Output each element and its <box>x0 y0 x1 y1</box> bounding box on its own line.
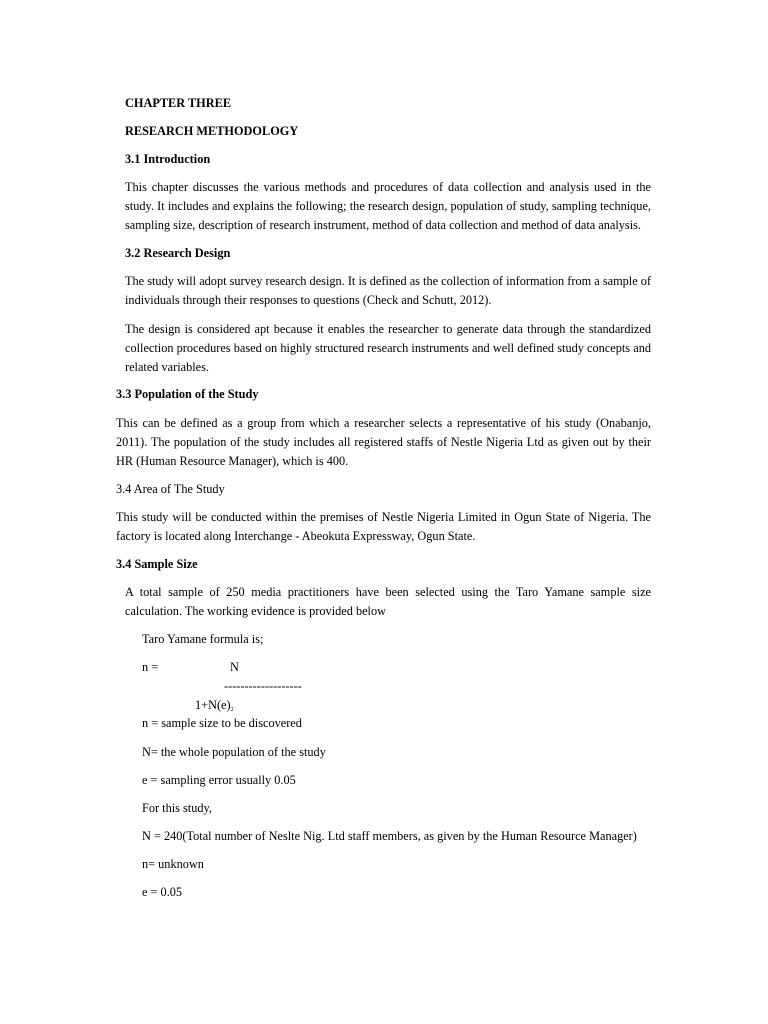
section-3-3-heading: 3.3 Population of the Study <box>116 387 259 401</box>
formula-numerator: N <box>230 660 239 674</box>
section-3-2-paragraph-1: The study will adopt survey research design. It is defined as the collection of information from a sample of individuals through their responses to questions (Check and Schutt, 2012). <box>125 274 651 307</box>
value-N: N = 240(Total number of Neslte Nig. Ltd staff members, as given by the Human Resource Manager) <box>142 829 637 843</box>
value-n: n= unknown <box>142 857 204 871</box>
section-3-4-sample-heading: 3.4 Sample Size <box>116 557 198 571</box>
section-3-4-area-paragraph: This study will be conducted within the premises of Nestle Nigeria Limited in Ogun State of Nigeria. The factory is located along Interchange - Abeokuta Expressway, Ogun State. <box>116 510 651 543</box>
definition-e: e = sampling error usually 0.05 <box>142 773 296 787</box>
formula-denominator: $1+N(e)_2$ <box>195 698 234 713</box>
chapter-label: CHAPTER THREE <box>125 96 232 110</box>
section-3-1-paragraph: This chapter discusses the various methods and procedures of data collection and analysis used in the study. It includes and explains the following; the research design, population of study, sampling technique, sampling size, description of research instrument, method of data collection and method of data analysis. <box>125 180 651 232</box>
section-3-4-sample-paragraph: A total sample of 250 media practitioners have been selected using the Taro Yamane sample size calculation. The working evidence is provided below <box>125 585 651 618</box>
formula-intro: Taro Yamane formula is; <box>142 632 264 646</box>
section-3-2-heading: 3.2 Research Design <box>125 246 231 260</box>
value-e: e = 0.05 <box>142 885 183 899</box>
formula-exponent: 2 <box>230 707 234 713</box>
section-3-3-paragraph: This can be defined as a group from which a researcher selects a representative of his study (Onabanjo, 2011). The population of the study includes all registered staffs of Nestle Nigeria Ltd as given out by their HR (Human Resource Manager), which is 400. <box>116 416 651 468</box>
definition-N: N= the whole population of the study <box>142 745 326 759</box>
formula-lhs: n = <box>142 660 159 674</box>
for-this-study: For this study, <box>142 801 212 815</box>
section-3-2-paragraph-2: The design is considered apt because it enables the researcher to generate data through the standardized collection procedures based on highly structured research instruments and well defined study concepts and related variables. <box>125 322 651 374</box>
section-3-4-area-heading: 3.4 Area of The Study <box>116 482 225 496</box>
definition-n: n = sample size to be discovered <box>142 716 302 730</box>
section-3-1-heading: 3.1 Introduction <box>125 152 211 166</box>
chapter-title: RESEARCH METHODOLOGY <box>125 124 299 138</box>
formula-fraction-rule: ------------------- <box>224 679 302 693</box>
